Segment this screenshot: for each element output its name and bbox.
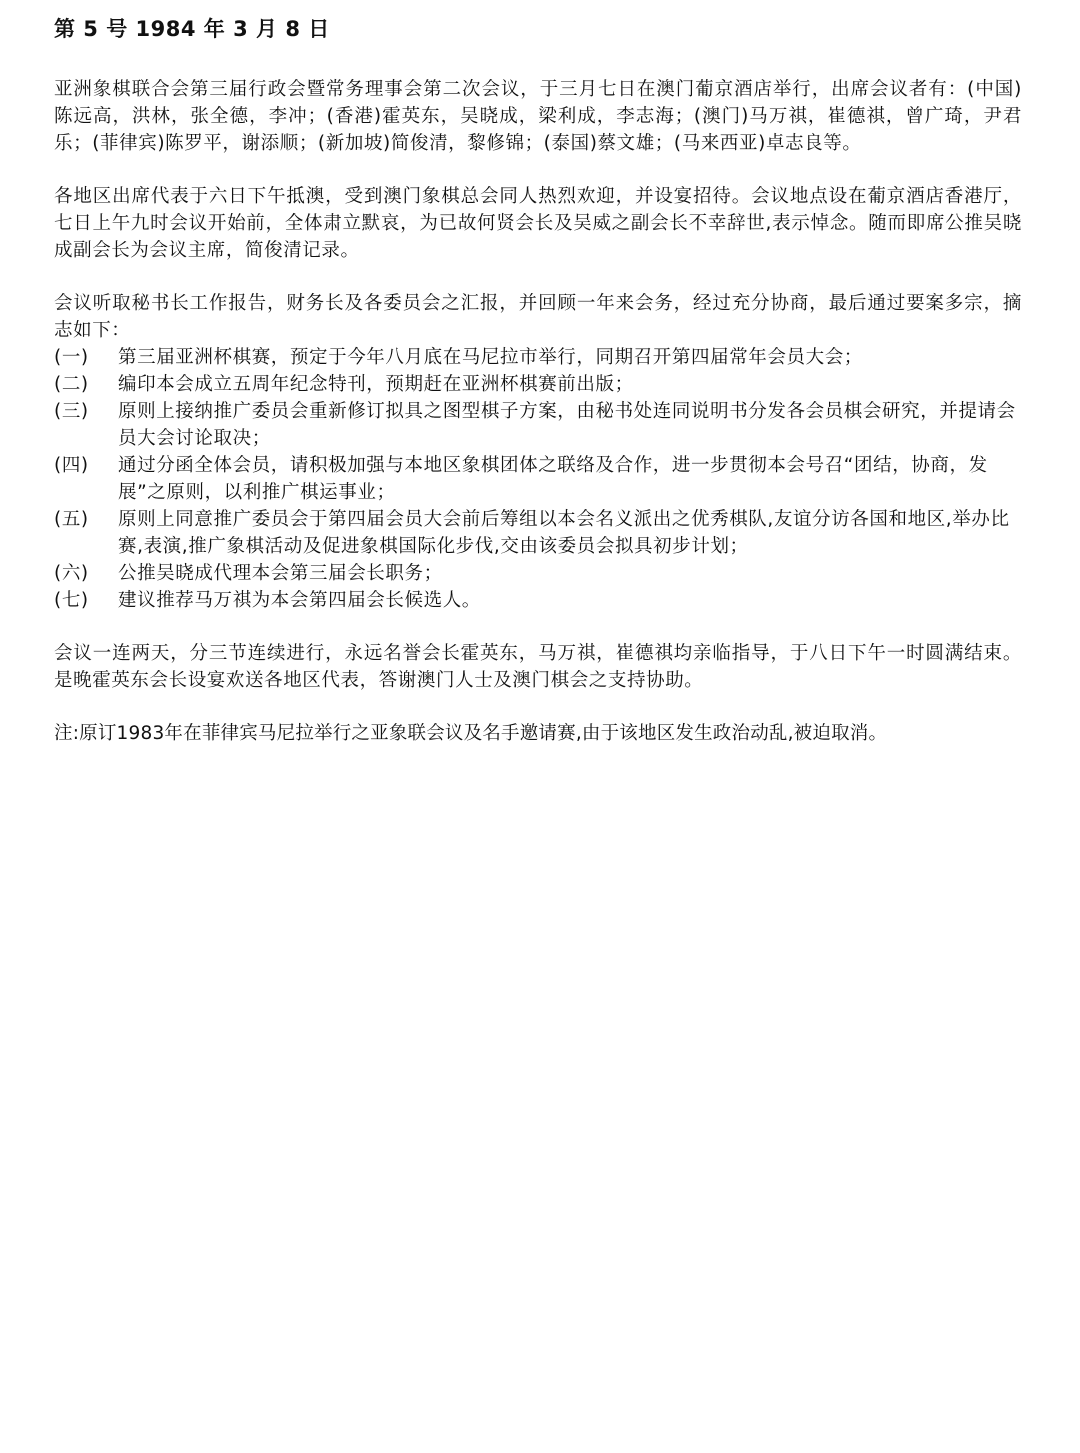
list-item (54, 506, 1022, 560)
list-item-text: 原则上同意推广委员会于第四届会员大会前后筹组以本会名义派出之优秀棋队,友谊分访各国和地区,举办比赛,表演,推广象棋活动及促进象棋国际化步伐,交由该委员会拟具初步计划； (118, 509, 1010, 557)
footnote: 注:原订1983年在菲律宾马尼拉举行之亚象联会议及名手邀请赛,由于该地区发生政治动乱,被迫取消。 (54, 723, 888, 744)
list-item-marker: (五) (54, 509, 89, 530)
list-item (54, 398, 1022, 452)
list-item-marker: (六) (54, 563, 89, 584)
list-item (54, 452, 1022, 506)
list-item (54, 560, 1022, 587)
list-item-text: 公推吴晓成代理本会第三届会长职务； (118, 563, 443, 584)
paragraph-attendees: 亚洲象棋联合会第三届行政会暨常务理事会第二次会议，于三月七日在澳门葡京酒店举行，出席会议者有：(中国)陈远高，洪林，张全德，李冲；(香港)霍英东，吴晓成，梁利成，李志海；(澳门)马万祺，崔德祺，曾广琦，尹君乐；(菲律宾)陈罗平，谢添顺；(新加坡)简俊清，黎修锦；(泰国)蔡文雄；(马来西亚)卓志良等。 (54, 79, 1022, 154)
paragraph-arrival: 各地区出席代表于六日下午抵澳，受到澳门象棋总会同人热烈欢迎，并设宴招待。会议地点设在葡京酒店香港厅，七日上午九时会议开始前，全体肃立默哀，为已故何贤会长及吴威之副会长不幸辞世,表示悼念。随而即席公推吴晓成副会长为会议主席，简俊清记录。 (54, 186, 1022, 261)
list-item-marker: (三) (54, 401, 89, 422)
list-item-marker: (七) (54, 590, 89, 611)
paragraph-closing: 会议一连两天，分三节连续进行，永远名誉会长霍英东，马万祺，崔德祺均亲临指导，于八日下午一时圆满结束。是晚霍英东会长设宴欢送各地区代表，答谢澳门人士及澳门棋会之支持协助。 (54, 643, 1022, 691)
resolutions-list (54, 344, 1022, 614)
list-item-marker: (一) (54, 347, 89, 368)
list-item-text: 通过分函全体会员，请积极加强与本地区象棋团体之联络及合作，进一步贯彻本会号召“团结，协商，发展”之原则，以利推广棋运事业； (118, 455, 988, 503)
paragraph-resolutions-intro: 会议听取秘书长工作报告，财务长及各委员会之汇报，并回顾一年来会务，经过充分协商，最后通过要案多宗，摘志如下： (54, 293, 1022, 341)
list-item-text: 原则上接纳推广委员会重新修订拟具之图型棋子方案，由秘书处连同说明书分发各会员棋会研究，并提请会员大会讨论取决； (118, 401, 1016, 449)
list-item (54, 587, 1022, 614)
list-item-text: 编印本会成立五周年纪念特刊，预期赶在亚洲杯棋赛前出版； (118, 374, 634, 395)
document-page (54, 14, 1022, 747)
list-item (54, 371, 1022, 398)
list-item (54, 344, 1022, 371)
list-item-text: 第三届亚洲杯棋赛，预定于今年八月底在马尼拉市举行，同期召开第四届常年会员大会； (118, 347, 863, 368)
issue-date-title: 第 5 号 1984 年 3 月 8 日 (54, 17, 330, 41)
list-item-marker: (四) (54, 455, 89, 476)
list-item-marker: (二) (54, 374, 89, 395)
list-item-text: 建议推荐马万祺为本会第四届会长候选人。 (118, 590, 481, 611)
